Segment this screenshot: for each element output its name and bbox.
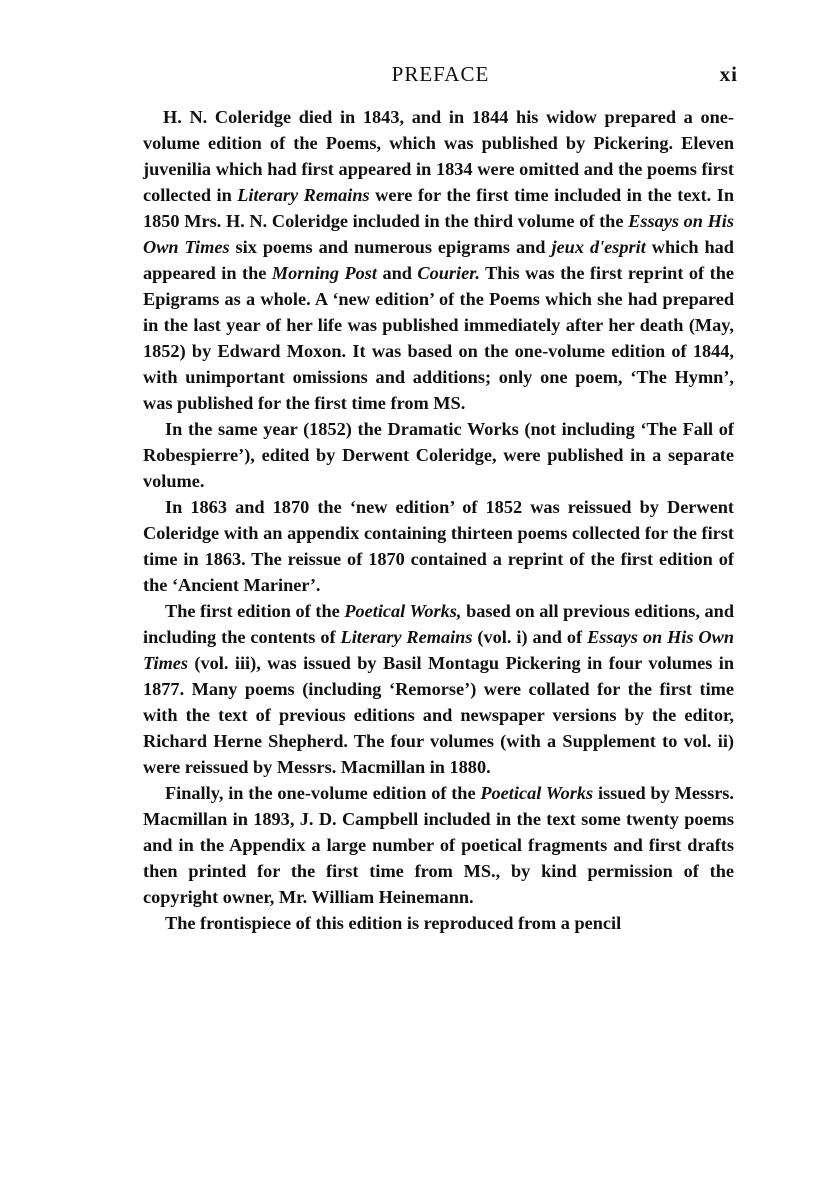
body-text (143, 104, 734, 936)
italic-title: Morning Post (271, 263, 377, 283)
text-run: In the same year (1852) the Dramatic Works (not including ‘The Fall of Robespierre’), edited by Derwent Coleridge, were published in a separate volume. (143, 419, 734, 491)
running-title: PREFACE (391, 62, 490, 86)
text-run: The first edition of the (165, 601, 345, 621)
italic-title: jeux d'esprit (551, 237, 646, 257)
paragraph (143, 494, 734, 598)
paragraph (143, 416, 734, 494)
text-run: six poems and numerous epigrams and (229, 237, 552, 257)
text-run: and (376, 263, 418, 283)
text-run: The frontispiece of this edition is reproduced from a pencil (165, 913, 622, 933)
italic-title: Literary Remains (340, 627, 473, 647)
italic-title: Poetical Works (480, 783, 594, 803)
italic-title: Courier. (417, 263, 480, 283)
page-number: xi (719, 62, 738, 86)
text-run: Finally, in the one-volume edition of the (165, 783, 481, 803)
italic-title: Literary Remains (237, 185, 370, 205)
text-run: which had appeared in the (143, 237, 734, 283)
text-run: H. N. Coleridge died in 1843, and in 1844 his widow prepared a one-volume edition of the Poems, which was published by Pickering. Eleven juvenilia which had first appeared in 1834 were omitted and the poems first collected in (143, 107, 734, 205)
paragraph (143, 104, 734, 416)
text-run: (vol. iii), was issued by Basil Montagu Pickering in four volumes in 1877. Many poems (including ‘Remorse’) were collated for the first time with the text of previous editions and newspaper versions by the editor, Richard Herne Shepherd. The four volumes (with a Supplement to vol. ii) were reissued by Messrs. Macmillan in 1880. (143, 653, 734, 777)
text-run: In 1863 and 1870 the ‘new edition’ of 1852 was reissued by Derwent Coleridge with an appendix containing thirteen poems collected for the first time in 1863. The reissue of 1870 contained a reprint of the first edition of the ‘Ancient Mariner’. (143, 497, 734, 595)
paragraph (143, 910, 734, 936)
italic-title: Poetical Works, (344, 601, 462, 621)
text-run: issued by Messrs. Macmillan in 1893, J. D. Campbell included in the text some twenty poems and in the Appendix a large number of poetical fragments and first drafts then printed for the first time from MS., by kind permission of the copyright owner, Mr. William Heinemann. (143, 783, 734, 907)
italic-title: Essays on His Own Times (143, 211, 734, 257)
italic-title: Essays on His Own Times (143, 627, 734, 673)
text-run: based on all previous editions, and including the contents of (143, 601, 735, 647)
text-run: This was the first reprint of the Epigrams as a whole. A ‘new edition’ of the Poems which she had prepared in the last year of her life was published immediately after her death (May, 1852) by Edward Moxon. It was based on the one-volume edition of 1844, with unimportant omissions and additions; only one poem, ‘The Hymn’, was published for the first time from MS. (143, 263, 734, 413)
text-run: were for the first time included in the text. In 1850 Mrs. H. N. Coleridge included in the third volume of the (143, 185, 734, 231)
running-head (143, 62, 738, 92)
text-run: (vol. i) and of (472, 627, 588, 647)
paragraph (143, 780, 734, 910)
paragraph (143, 598, 734, 780)
